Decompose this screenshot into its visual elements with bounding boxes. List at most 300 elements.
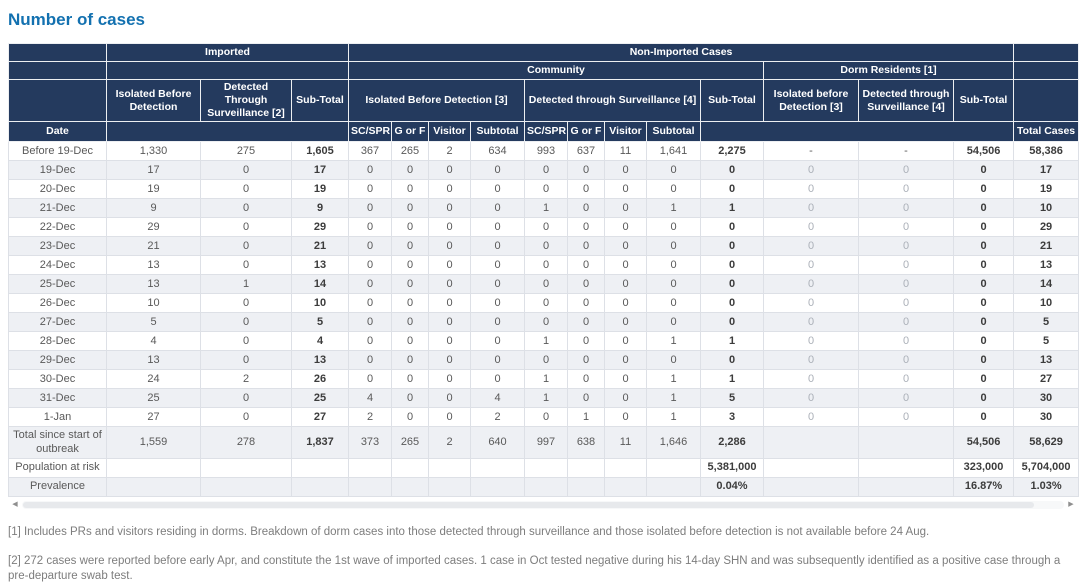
cell: 0 [201, 256, 292, 275]
cell [647, 458, 701, 477]
cell: 0 [701, 294, 764, 313]
cell: 0 [605, 313, 647, 332]
cell: 0 [568, 218, 605, 237]
cell: 323,000 [954, 458, 1014, 477]
cell: 0 [568, 199, 605, 218]
cell: 0 [349, 351, 392, 370]
cell: 0 [429, 161, 471, 180]
cell: 1,646 [647, 427, 701, 458]
scroll-right-arrow-icon[interactable]: ▶ [1068, 500, 1074, 508]
cell: 0 [859, 332, 954, 351]
cell: 13 [1014, 256, 1079, 275]
header-spacer [107, 122, 349, 142]
table-row [9, 256, 1079, 275]
cell: 29 [1014, 218, 1079, 237]
cell: 0 [392, 275, 429, 294]
cell: 0 [954, 351, 1014, 370]
cell: 367 [349, 142, 392, 161]
cell: 0 [605, 275, 647, 294]
cell: 0 [859, 408, 954, 427]
cell: 1 [647, 389, 701, 408]
cell: 0 [525, 161, 568, 180]
cell [292, 458, 349, 477]
table-row [9, 458, 1079, 477]
table-row [9, 313, 1079, 332]
cell: 0 [429, 199, 471, 218]
cell: 993 [525, 142, 568, 161]
table-row [9, 477, 1079, 496]
cell: 0 [954, 256, 1014, 275]
cell: 265 [392, 142, 429, 161]
cell: 0 [429, 351, 471, 370]
row-label: Prevalence [9, 477, 107, 496]
cell: 0 [525, 294, 568, 313]
cell [471, 477, 525, 496]
cell: 1 [525, 199, 568, 218]
cell: 13 [292, 351, 349, 370]
cell: 19 [107, 180, 201, 199]
cell [525, 477, 568, 496]
header-imported-detected: Detected Through Surveillance [2] [201, 80, 292, 122]
cell: 4 [471, 389, 525, 408]
cell: 5 [701, 389, 764, 408]
cell [764, 477, 859, 496]
table-row [9, 389, 1079, 408]
cell: 27 [1014, 370, 1079, 389]
cell: 0 [568, 294, 605, 313]
cell: 1 [201, 275, 292, 294]
cell: 58,629 [1014, 427, 1079, 458]
cell: 0 [764, 256, 859, 275]
row-label: 23-Dec [9, 237, 107, 256]
header-subcol-visitor: Visitor [605, 122, 647, 142]
cell: 0 [568, 237, 605, 256]
header-spacer [1014, 44, 1079, 62]
cell: 0 [471, 199, 525, 218]
cell: 26 [292, 370, 349, 389]
cell: 0 [859, 256, 954, 275]
cell: 13 [1014, 351, 1079, 370]
cell: 265 [392, 427, 429, 458]
cell: 0 [201, 237, 292, 256]
cell: 0 [471, 370, 525, 389]
cell: 0 [392, 161, 429, 180]
cell: 0 [954, 218, 1014, 237]
cell: 0 [764, 294, 859, 313]
cell: 0 [764, 218, 859, 237]
cell: 0 [471, 237, 525, 256]
cell: 0 [701, 256, 764, 275]
cell [201, 458, 292, 477]
cell: 0 [201, 351, 292, 370]
cell: 0 [201, 389, 292, 408]
cell: 0 [954, 389, 1014, 408]
cell: 0 [392, 389, 429, 408]
cell: 17 [107, 161, 201, 180]
cell [349, 458, 392, 477]
cell: 13 [107, 275, 201, 294]
cell: 21 [1014, 237, 1079, 256]
header-dorm-detected: Detected through Surveillance [4] [859, 80, 954, 122]
cell: 13 [107, 256, 201, 275]
cell: 0 [525, 256, 568, 275]
cell: 1 [647, 408, 701, 427]
cell: 0 [859, 370, 954, 389]
cell: 0 [764, 332, 859, 351]
cell: 0 [525, 351, 568, 370]
cell: 0 [349, 199, 392, 218]
cell: 373 [349, 427, 392, 458]
header-subcol-subtotal: Subtotal [647, 122, 701, 142]
cell: 0 [471, 218, 525, 237]
cell: 0 [764, 351, 859, 370]
cell: 634 [471, 142, 525, 161]
header-spacer [9, 44, 107, 62]
cell: 24 [107, 370, 201, 389]
cell: 0 [471, 351, 525, 370]
cell: 10 [107, 294, 201, 313]
cell: 0 [859, 199, 954, 218]
row-label: 26-Dec [9, 294, 107, 313]
cell: 0 [392, 180, 429, 199]
cell: 1 [647, 370, 701, 389]
cell: 0 [429, 370, 471, 389]
cell: 0 [429, 313, 471, 332]
cell: 0 [954, 161, 1014, 180]
cell: 0 [471, 275, 525, 294]
cell [201, 477, 292, 496]
cell: 21 [107, 237, 201, 256]
cell: 0 [647, 351, 701, 370]
cell: 2 [471, 408, 525, 427]
header-dorm-isolated: Isolated before Detection [3] [764, 80, 859, 122]
cell: 0 [429, 408, 471, 427]
header-dorm-residents: Dorm Residents [1] [764, 62, 1014, 80]
cell [349, 477, 392, 496]
cell: 13 [107, 351, 201, 370]
cell: 0 [392, 294, 429, 313]
cell: 0 [954, 294, 1014, 313]
cell: 0 [954, 332, 1014, 351]
cell [764, 458, 859, 477]
cell: 0 [201, 161, 292, 180]
cell [605, 458, 647, 477]
header-community: Community [349, 62, 764, 80]
header-subcol-gorf: G or F [568, 122, 605, 142]
cell: 0 [647, 275, 701, 294]
row-label: 28-Dec [9, 332, 107, 351]
cell: 27 [292, 408, 349, 427]
cell: 1 [701, 332, 764, 351]
cell: 0 [701, 275, 764, 294]
cell: 0 [392, 256, 429, 275]
cell [859, 477, 954, 496]
cell: 0 [349, 237, 392, 256]
cell: 27 [107, 408, 201, 427]
cell: 0 [429, 218, 471, 237]
cell: 10 [292, 294, 349, 313]
table-row [9, 161, 1079, 180]
cell: 30 [1014, 389, 1079, 408]
header-imported-subtotal: Sub-Total [292, 80, 349, 122]
cell: 0 [605, 351, 647, 370]
header-community-detected: Detected through Surveillance [4] [525, 80, 701, 122]
cell [392, 458, 429, 477]
cell: 25 [292, 389, 349, 408]
row-label: Total since start of outbreak [9, 427, 107, 458]
row-label: 27-Dec [9, 313, 107, 332]
cell: 9 [107, 199, 201, 218]
table-row [9, 294, 1079, 313]
cell: 0 [349, 161, 392, 180]
cell: 0 [525, 313, 568, 332]
row-label: 25-Dec [9, 275, 107, 294]
cell: 0 [647, 180, 701, 199]
cell: 1,330 [107, 142, 201, 161]
cell: 0 [605, 408, 647, 427]
cell: 10 [1014, 294, 1079, 313]
cell: 0 [764, 237, 859, 256]
row-label: Before 19-Dec [9, 142, 107, 161]
cell [525, 458, 568, 477]
cell: 19 [292, 180, 349, 199]
cell: 0 [954, 275, 1014, 294]
cell: 0 [201, 199, 292, 218]
cell: 0 [764, 275, 859, 294]
cases-table-container [8, 43, 1075, 497]
cell: 1 [647, 199, 701, 218]
cell: 54,506 [954, 427, 1014, 458]
cell: 14 [292, 275, 349, 294]
cell: 0 [859, 275, 954, 294]
table-row [9, 199, 1079, 218]
cell: 1 [568, 408, 605, 427]
cell: 0 [647, 161, 701, 180]
table-row [9, 237, 1079, 256]
cell [568, 458, 605, 477]
cell: 0 [859, 180, 954, 199]
cell: 0 [568, 332, 605, 351]
cell: 1 [525, 332, 568, 351]
cell: 278 [201, 427, 292, 458]
cell: 25 [107, 389, 201, 408]
cell: 0 [954, 408, 1014, 427]
cell [764, 427, 859, 458]
cell: 0 [859, 313, 954, 332]
header-community-isolated: Isolated Before Detection [3] [349, 80, 525, 122]
header-spacer [9, 62, 107, 80]
cell: 2,275 [701, 142, 764, 161]
cell: 0 [764, 161, 859, 180]
header-spacer [9, 80, 107, 122]
cell: 0 [471, 161, 525, 180]
table-row [9, 218, 1079, 237]
cell [859, 427, 954, 458]
cell: 0 [954, 370, 1014, 389]
cell: 0 [429, 332, 471, 351]
cell: 0 [605, 389, 647, 408]
cell: 0 [568, 351, 605, 370]
table-body [9, 142, 1079, 496]
cell [429, 458, 471, 477]
cell: 17 [1014, 161, 1079, 180]
cell: 29 [292, 218, 349, 237]
cell: 0 [568, 161, 605, 180]
cell: 11 [605, 142, 647, 161]
cell [107, 477, 201, 496]
cell: 0 [429, 256, 471, 275]
cell: 0 [605, 180, 647, 199]
cell: 0 [701, 237, 764, 256]
cell: 0.04% [701, 477, 764, 496]
cases-table [8, 43, 1079, 497]
cell: 0 [349, 313, 392, 332]
cell: 0 [647, 218, 701, 237]
scroll-left-arrow-icon[interactable]: ◀ [12, 500, 18, 508]
cell: 5 [1014, 313, 1079, 332]
cell: 0 [764, 199, 859, 218]
cell: 0 [349, 294, 392, 313]
cell: 17 [292, 161, 349, 180]
cell: 640 [471, 427, 525, 458]
cell: 5 [1014, 332, 1079, 351]
cell [429, 477, 471, 496]
cell: - [859, 142, 954, 161]
scrollbar-thumb[interactable] [23, 502, 1034, 508]
cell: 0 [429, 275, 471, 294]
cell: - [764, 142, 859, 161]
cell: 4 [107, 332, 201, 351]
cell: 0 [859, 161, 954, 180]
cell: 0 [605, 332, 647, 351]
cell: 0 [201, 313, 292, 332]
cell: 0 [568, 256, 605, 275]
cell: 5 [107, 313, 201, 332]
table-row [9, 142, 1079, 161]
cell: 0 [392, 199, 429, 218]
table-row [9, 408, 1079, 427]
header-imported-isolated: Isolated Before Detection [107, 80, 201, 122]
cell: 0 [605, 256, 647, 275]
cell [605, 477, 647, 496]
header-subcol-visitor: Visitor [429, 122, 471, 142]
cell: 0 [525, 408, 568, 427]
cell: 0 [525, 237, 568, 256]
cell: 0 [954, 199, 1014, 218]
cell: 0 [701, 351, 764, 370]
cell: 0 [525, 180, 568, 199]
cell [471, 458, 525, 477]
table-row [9, 275, 1079, 294]
cell: 16.87% [954, 477, 1014, 496]
cell: 0 [859, 237, 954, 256]
cell: 14 [1014, 275, 1079, 294]
table-row [9, 427, 1079, 458]
cell: 0 [392, 218, 429, 237]
header-non-imported: Non-Imported Cases [349, 44, 1014, 62]
cell: 0 [392, 237, 429, 256]
page-title: Number of cases [8, 10, 145, 29]
header-imported: Imported [107, 44, 349, 62]
cell [107, 458, 201, 477]
row-label: 19-Dec [9, 161, 107, 180]
cell: 21 [292, 237, 349, 256]
cell: 1,605 [292, 142, 349, 161]
cell: 637 [568, 142, 605, 161]
cell: 2,286 [701, 427, 764, 458]
cell: 0 [859, 218, 954, 237]
horizontal-scrollbar[interactable] [8, 499, 1078, 511]
cell: 0 [954, 313, 1014, 332]
cell: 0 [764, 313, 859, 332]
header-spacer [107, 62, 349, 80]
cell: 0 [647, 256, 701, 275]
cell: 1,559 [107, 427, 201, 458]
cell: 54,506 [954, 142, 1014, 161]
cell: 0 [859, 294, 954, 313]
cell: 0 [471, 180, 525, 199]
cell: 0 [429, 180, 471, 199]
cell: 0 [605, 370, 647, 389]
cell: 997 [525, 427, 568, 458]
row-label: 24-Dec [9, 256, 107, 275]
cell: 638 [568, 427, 605, 458]
cell: 0 [471, 313, 525, 332]
cell: 5,704,000 [1014, 458, 1079, 477]
cell: 0 [647, 294, 701, 313]
cell: 0 [605, 237, 647, 256]
cell: 0 [764, 389, 859, 408]
cell: 0 [201, 332, 292, 351]
cell [859, 458, 954, 477]
cell: 9 [292, 199, 349, 218]
scrollbar-track[interactable] [22, 501, 1064, 509]
cell: 0 [764, 370, 859, 389]
cell: 0 [764, 408, 859, 427]
row-label: 29-Dec [9, 351, 107, 370]
cell: 0 [471, 256, 525, 275]
cell: 0 [647, 313, 701, 332]
table-row [9, 332, 1079, 351]
cell: 0 [525, 218, 568, 237]
cell: 0 [201, 294, 292, 313]
header-spacer [1014, 62, 1079, 80]
cell [292, 477, 349, 496]
cell: 0 [349, 218, 392, 237]
cell: 0 [471, 332, 525, 351]
cell: 0 [392, 313, 429, 332]
cell: 1 [701, 199, 764, 218]
cell: 0 [429, 389, 471, 408]
cell: 0 [701, 180, 764, 199]
header-subcol-scspr: SC/SPR [525, 122, 568, 142]
cell: 0 [349, 275, 392, 294]
cell: 0 [701, 161, 764, 180]
cell: 3 [701, 408, 764, 427]
cell: 0 [201, 218, 292, 237]
row-label: 30-Dec [9, 370, 107, 389]
cell: 1 [647, 332, 701, 351]
cell: 4 [349, 389, 392, 408]
cell: 0 [764, 180, 859, 199]
cell: 0 [605, 294, 647, 313]
cell: 0 [392, 332, 429, 351]
header-subcol-gorf: G or F [392, 122, 429, 142]
header-spacer [701, 122, 1014, 142]
cell: 5 [292, 313, 349, 332]
row-label: 22-Dec [9, 218, 107, 237]
row-label: Population at risk [9, 458, 107, 477]
